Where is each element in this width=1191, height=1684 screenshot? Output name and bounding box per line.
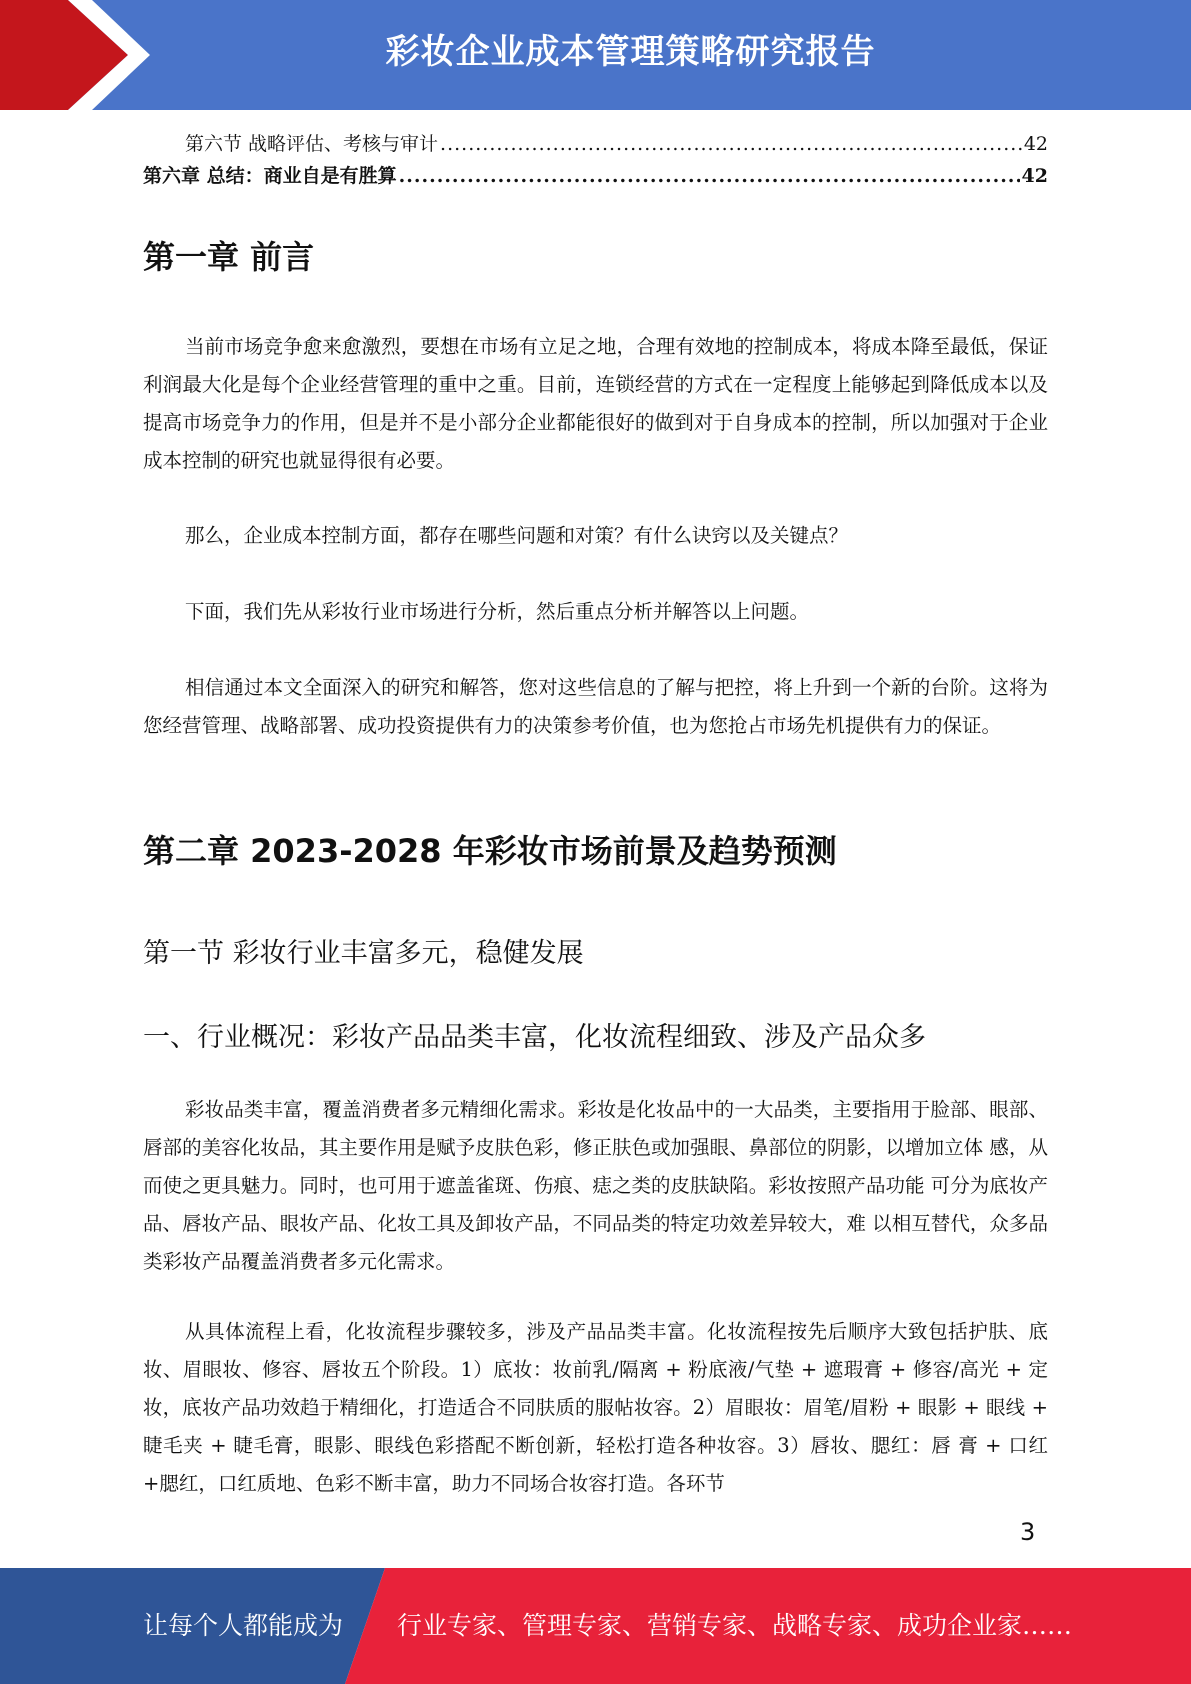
chapter-heading: 第二章 2023-2028 年彩妆市场前景及趋势预测 [143, 832, 837, 870]
footer-banner [0, 1568, 1191, 1684]
paragraph: 彩妆品类丰富，覆盖消费者多元精细化需求。彩妆是化妆品中的一大品类，主要指用于脸部、眼部、 唇部的美容化妆品，其主要作用是赋予皮肤色彩，修正肤色或加强眼、鼻部位的阴影，以增加立体 感，从而使之更具魅力。同时，也可用于遮盖雀斑、伤痕、痣之类的皮肤缺陷。彩妆按照产品功能 可分为底妆产品、唇妆产品、眼妆产品、化妆工具及卸妆产品，不同品类的特定功效差异较大，难 以相互替代，众多品类彩妆产品覆盖消费者多元化需求。 [143, 1098, 1048, 1273]
toc-leader-dots [399, 160, 1020, 192]
table-of-contents [143, 128, 1048, 192]
toc-entry-label: 第六章 总结：商业自是有胜算 [143, 165, 397, 187]
footer-slogan-left: 让每个人都能成为 [143, 1611, 344, 1640]
toc-entry[interactable] [143, 160, 1048, 192]
header-title: 彩妆企业成本管理策略研究报告 [385, 32, 876, 72]
toc-entry-page: 42 [1021, 165, 1048, 187]
paragraph: 那么，企业成本控制方面，都存在哪些问题和对策？有什么诀窍以及关键点？ [185, 524, 849, 547]
chapter-heading: 第一章 前言 [143, 238, 315, 276]
section-heading: 第一节 彩妆行业丰富多元，稳健发展 [143, 938, 584, 969]
footer-slogan-right: 行业专家、管理专家、营销专家、战略专家、成功企业家…… [397, 1611, 1073, 1640]
toc-entry-page: 42 [1023, 133, 1048, 155]
subsection-heading: 一、行业概况：彩妆产品品类丰富，化妆流程细致、涉及产品众多 [143, 1022, 926, 1053]
page-number: 3 [1020, 1518, 1036, 1546]
toc-entry[interactable] [143, 128, 1048, 160]
toc-leader-dots [440, 128, 1022, 160]
header-banner [0, 0, 1191, 110]
paragraph: 从具体流程上看，化妆流程步骤较多，涉及产品品类丰富。化妆流程按先后顺序大致包括护肤、底 妆、眉眼妆、修容、唇妆五个阶段。1）底妆：妆前乳/隔离 + 粉底液/气垫 + 遮瑕膏 + 修容/高光 + 定妆，底妆产品功效趋于精细化，打造适合不同肤质的服帖妆容。2）眉眼妆：眉笔/眉粉 + 眼影 + 眼线 + 睫毛夹 + 睫毛膏，眼影、眼线色彩搭配不断创新，轻松打造各种妆容。3）唇妆、腮红：唇 膏 + 口红+腮红，口红质地、色彩不断丰富，助力不同场合妆容打造。各环节 [143, 1320, 1048, 1495]
toc-entry-label: 第六节 战略评估、考核与审计 [185, 133, 439, 155]
paragraph: 当前市场竞争愈来愈激烈，要想在市场有立足之地，合理有效地的控制成本，将成本降至最低，保证利润最大化是每个企业经营管理的重中之重。目前，连锁经营的方式在一定程度上能够起到降低成本以及提高市场竞争力的作用，但是并不是小部分企业都能很好的做到对于自身成本的控制，所以加强对于企业成本控制的研究也就显得很有必要。 [143, 335, 1048, 472]
paragraph: 相信通过本文全面深入的研究和解答，您对这些信息的了解与把控，将上升到一个新的台阶。这将为您经营管理、战略部署、成功投资提供有力的决策参考价值，也为您抢占市场先机提供有力的保证。 [143, 676, 1048, 737]
paragraph: 下面，我们先从彩妆行业市场进行分析，然后重点分析并解答以上问题。 [185, 600, 810, 623]
